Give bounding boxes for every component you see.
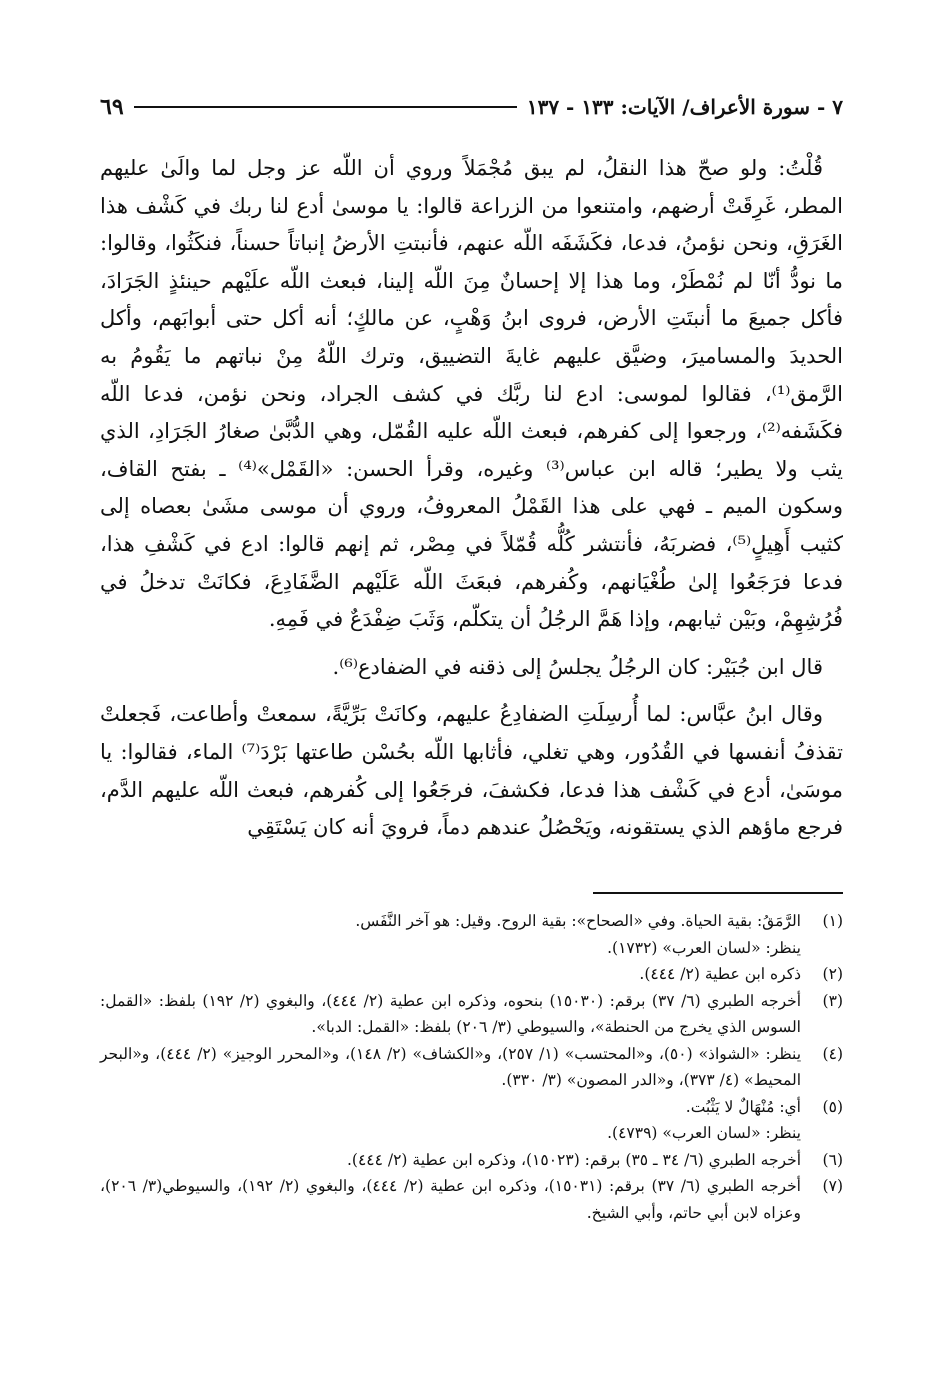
footnote-number: (٥) (822, 1097, 843, 1116)
footnote (100, 1173, 843, 1226)
paragraph: قال ابن جُبَيْر: كان الرجُلُ يجلسُ إلى ذقنه في الضفادع⁽⁶⁾. (332, 654, 823, 679)
footnote-separator (593, 892, 843, 894)
footnote-text (100, 1147, 801, 1174)
footnote-number: (٧) (822, 1177, 843, 1195)
footnote (100, 908, 843, 961)
running-title: ٧ - سورة الأعراف/ الآيات: ١٣٣ - ١٣٧ (526, 95, 843, 119)
footnote-line: أخرجه الطبري (٦/ ٣٤ ـ ٣٥) برقم: (١٥٠٢٣)، وذكره ابن عطية (٢/ ٤٤٤). (346, 1150, 801, 1169)
footnote (100, 1147, 843, 1174)
footnote-number: (٤) (822, 1044, 843, 1063)
footnote-number: (٦) (822, 1150, 843, 1169)
header-rule (134, 106, 517, 108)
footnote-line: أي: مُنْهَالٌ لا يَثْبُت. (685, 1097, 801, 1116)
footnote-number: (١) (822, 912, 843, 930)
footnote-line: ينظر: «لسان العرب» (٤٧٣٩). (607, 1124, 801, 1142)
running-header (100, 90, 843, 124)
footnote-text (100, 961, 801, 988)
footnote-line: ذكره ابن عطية (٢/ ٤٤٤). (639, 965, 801, 983)
footnote-text (100, 1041, 801, 1094)
footnote (100, 1094, 843, 1147)
footnote-line: أخرجه الطبري (٦/ ٣٧) برقم: (١٥٠٣١)، وذكره ابن عطية (٢/ ٤٤٤)، والبغوي (٢/ ١٩٢)، والسيوطي(٣/ ٢٠٦)، وعزاه لابن أبي حاتم، وأبي الشيخ. (100, 1177, 801, 1222)
footnote (100, 988, 843, 1041)
footnote-text (100, 908, 801, 961)
footnote-line: أخرجه الطبري (٦/ ٣٧) برقم: (١٥٠٣٠) بنحوه، وذكره ابن عطية (٢/ ٤٤٤)، والبغوي (٢/ ١٩٢) بلفظ: «القمل: السوس الذي يخرج من الحنطة»، والسيوطي (٣/ ٢٠٦) بلفظ: «القمل: الدبا». (100, 991, 802, 1036)
footnotes (100, 908, 843, 1226)
footnote-text (100, 1173, 801, 1226)
main-text (100, 150, 843, 847)
footnote (100, 961, 843, 988)
footnote-text (100, 1094, 801, 1147)
paragraph: وقال ابنُ عبَّاس: لما أُرسِلَتِ الضفادِعُ عليهم، وكانَتْ بَرِّيَّةً، سمعتْ وأطاعت، فَجعلتْ تقذفُ أنفسها في القُدُور، وهي تغلي، فأثابها اللّه بحُسْن طاعتها بَرْدَ⁽⁷⁾ الماء، فقالوا: يا موسَىٰ، أدع في كَشْف هذا فدعا، فكشفَ، فرجَعُوا إلى كُفرهم، فبعث اللّه عليهم الدَّم، فرجع ماؤهم الذي يستقونه، ويَحْصُلُ عندهم دماً، فرويَ أنه كان يَسْتَقِي (100, 702, 843, 840)
footnote (100, 1041, 843, 1094)
footnote-line: ينظر: «الشواذ» (٥٠)، و«المحتسب» (١/ ٢٥٧)، و«الكشاف» (٢/ ١٤٨)، و«المحرر الوجيز» (٢/ ٤٤٤)، و«البحر المحيط» (٤/ ٣٧٣)، و«الدر المصون» (٣/ ٣٣٠). (100, 1044, 802, 1089)
paragraph: قُلْتُ: ولو صحّ هذا النقلُ، لم يبق مُجْمَلاً وروي أن اللّه عز وجل لما والَىٰ عليهم المطر، غَرِقَتْ أرضهم، وامتنعوا من الزراعة قالوا: يا موسىٰ أدع لنا ربك في كَشْف هذا الغَرَقِ، ونحن نؤمنُ، فدعا، فكَشَفَه اللّه عنهم، فأنبتتِ الأرضُ إنباتاً حسناً، فنكَثُوا، وقالوا: ما نودُّ أنّا لم نُمْطَرْ، وما هذا إلا إحسانٌ مِنَ اللّه إلينا، فبعث اللّه علَيْهم حينئذٍ الجَرَادَ، فأكل جميعَ ما أنبتَتِ الأرض، فروى ابنُ وَهْبٍ، عن مالكٍ؛ أنه أكل حتى أبوابَهم، وأكل الحديدَ والمساميرَ، وضيَّق عليهم غايةَ التضييق، وترك اللّهُ مِنْ نباتهم ما يَقُومُ به الرَّمق⁽¹⁾، فقالوا لموسى: ادع لنا ربَّك في كشف الجراد، ونحن نؤمن، فدعا اللّه فكَشَفه⁽²⁾، ورجعوا إلى كفرهم، فبعث اللّه عليه القُمّل، وهي الدُّبَّىٰ صغارُ الجَرَادِ، الذي يثب ولا يطير؛ قاله ابن عباس⁽³⁾ وغيره، وقرأ الحسن: «القَمْل»⁽⁴⁾ ـ بفتح القاف، وسكون الميم ـ فهي على هذا القَمْلُ المعروفُ، وروي أن موسى مشَىٰ بعصاه إلى كثيب أَهِيلٍ⁽⁵⁾، فضربَهُ، فأنتشر كُلُّه قُمّلاً في مِصْر، ثم إنهم قالوا: ادع في كَشْفِ هذا، فدعا فرَجَعُوا إلىٰ طُغْيَانهم، وكُفرهم، فبعَثَ اللّه عَلَيْهم الضَّفَادِعَ، فكانَتْ تدخلُ في فُرُشِهِمْ، وبَيْن ثيابهم، وإذا هَمَّ الرجُلُ أن يتكلّم، وَثَبَ ضِفْدَعٌ في فَمِهِ. (100, 156, 844, 632)
footnote-text (100, 988, 801, 1041)
footnote-line: الرَّمَقُ: بقية الحياة. وفي «الصحاح»: بقية الروح. وقيل: هو آخر النَّفَس. (355, 912, 801, 930)
page-number: ٦٩ (100, 94, 124, 120)
footnote-line: ينظر: «لسان العرب» (١٧٣٢). (607, 938, 801, 957)
footnote-number: (٣) (822, 991, 843, 1010)
footnote-number: (٢) (822, 965, 843, 983)
